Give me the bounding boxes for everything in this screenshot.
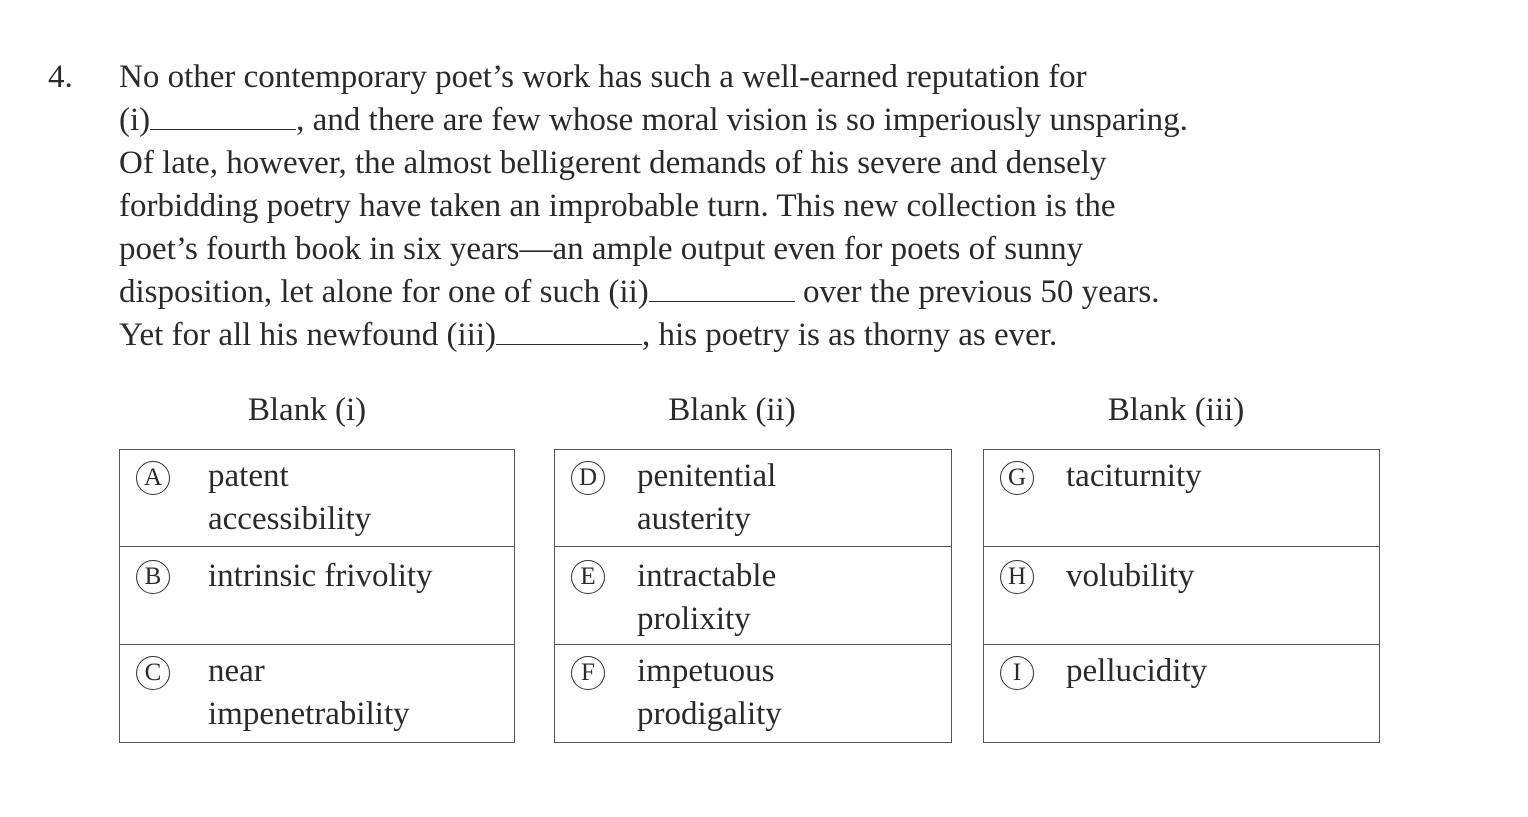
choice-e-text: intractable prolixity <box>637 558 777 637</box>
choice-a[interactable] <box>120 450 514 547</box>
choice-c[interactable] <box>120 645 514 742</box>
choice-b-text: intrinsic frivolity <box>208 558 433 594</box>
choice-h-text: volubility <box>1066 558 1195 594</box>
choice-c-letter[interactable]: C <box>136 656 170 690</box>
choice-d-text: penitential austerity <box>637 458 777 537</box>
passage-line-1: No other contemporary poet’s work has such a well-earned reputation for <box>119 59 1087 95</box>
choice-d[interactable] <box>555 450 951 547</box>
choice-i-letter[interactable]: I <box>1000 656 1034 690</box>
choice-g[interactable] <box>984 450 1379 547</box>
question-passage <box>119 56 1379 357</box>
blank-ii-header: Blank (ii) <box>668 392 796 428</box>
passage-line-7: Yet for all his newfound (iii) , his poetry is as thorny as ever. <box>119 317 1058 353</box>
blank-ii-line <box>649 277 795 302</box>
choice-i[interactable] <box>984 645 1379 742</box>
blank-iii-header: Blank (iii) <box>1107 392 1245 428</box>
choice-g-letter[interactable]: G <box>1000 461 1034 495</box>
blank-iii-choices <box>983 449 1380 743</box>
choice-f-text: impetuous prodigality <box>637 653 782 732</box>
choice-a-letter[interactable]: A <box>136 461 170 495</box>
choice-e[interactable] <box>555 547 951 645</box>
choice-h[interactable] <box>984 547 1379 645</box>
question-number: 4. <box>48 59 73 95</box>
choice-g-text: taciturnity <box>1066 458 1202 494</box>
choice-d-letter[interactable]: D <box>571 461 605 495</box>
passage-line-6: disposition, let alone for one of such (ii) over the previous 50 years. <box>119 274 1160 310</box>
blank-i-line <box>150 105 296 130</box>
passage-line-4: forbidding poetry have taken an improbable turn. This new collection is the <box>119 188 1116 224</box>
choice-b-letter[interactable]: B <box>136 560 170 594</box>
choice-b[interactable] <box>120 547 514 645</box>
choice-f[interactable] <box>555 645 951 742</box>
choice-e-letter[interactable]: E <box>571 560 605 594</box>
passage-line-2: (i) , and there are few whose moral vision is so imperiously unsparing. <box>119 102 1188 138</box>
blank-i-header: Blank (i) <box>247 392 367 428</box>
choice-f-letter[interactable]: F <box>571 656 605 690</box>
blank-ii-choices <box>554 449 952 743</box>
choice-i-text: pellucidity <box>1066 653 1208 689</box>
blank-iii-line <box>496 320 642 345</box>
choice-h-letter[interactable]: H <box>1000 560 1034 594</box>
passage-line-3: Of late, however, the almost belligerent demands of his severe and densely <box>119 145 1107 181</box>
blank-i-choices <box>119 449 515 743</box>
choice-c-text: near impenetrability <box>208 653 410 732</box>
choice-a-text: patent accessibility <box>208 458 372 537</box>
passage-line-5: poet’s fourth book in six years—an ample output even for poets of sunny <box>119 231 1084 267</box>
